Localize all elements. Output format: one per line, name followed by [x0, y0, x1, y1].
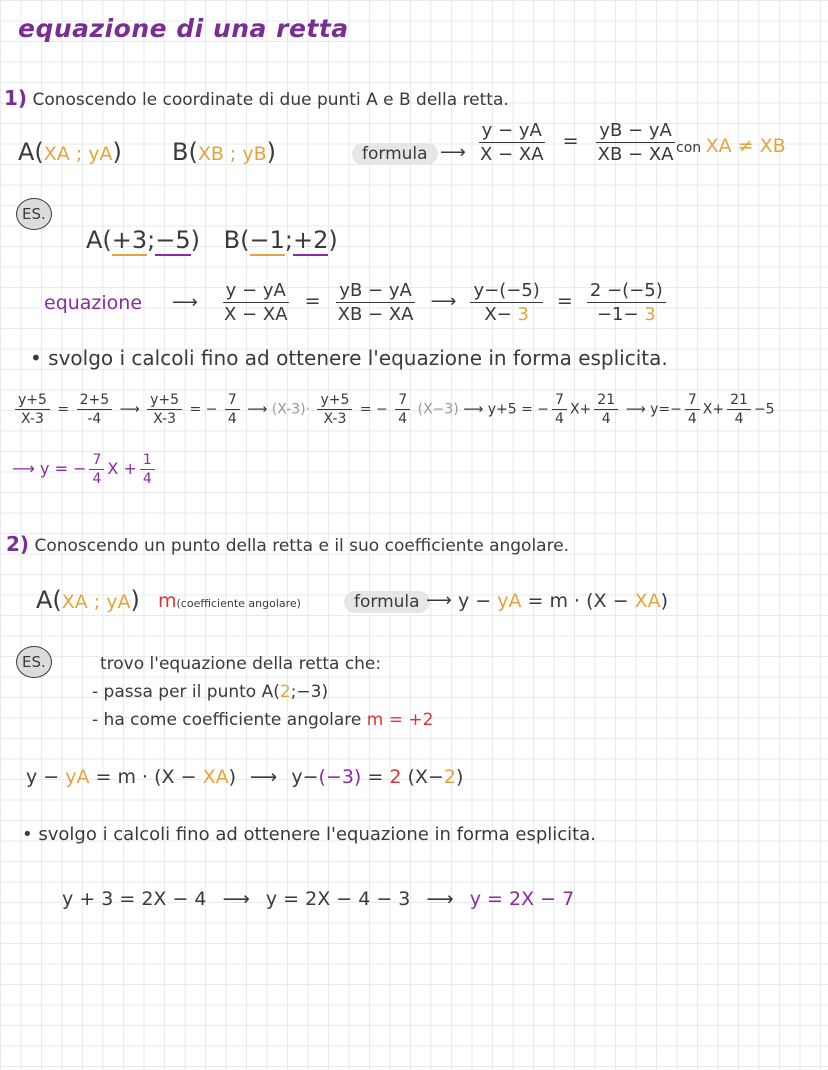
calc-frac-1 — [15, 392, 50, 427]
calc-frac-9-num: 7 — [685, 392, 700, 410]
s2-point-a-label: A( — [36, 586, 62, 614]
sub-r5: (X− — [401, 766, 444, 788]
substitution — [26, 766, 463, 788]
result-1-frac-2-den: 4 — [142, 471, 152, 487]
calc-frac-4-num: 7 — [225, 392, 240, 410]
formula-arrow-2: ⟶ — [426, 590, 452, 611]
calc-frac-5-num: y+5 — [317, 392, 352, 410]
eq-frac-4-den-a: −1− — [596, 304, 645, 325]
ex1-a-label: A( — [86, 226, 112, 254]
eq-frac-3-den-a: X− — [484, 304, 518, 325]
example-1-points — [86, 226, 338, 254]
calc-frac-8-den: 4 — [601, 411, 611, 427]
formula-2-end: ) — [660, 590, 668, 612]
formula-2 — [458, 590, 668, 612]
result-1-arrow: ⟶ — [12, 459, 35, 478]
example-2-badge — [16, 646, 52, 678]
point-b-label: B( — [172, 138, 198, 166]
calc-x-1: X+ — [569, 401, 592, 418]
ex1-b-label: B( — [223, 226, 250, 254]
calc-paren: (X−3) — [417, 401, 459, 418]
calc-frac-7 — [552, 392, 567, 427]
calc-eq-1: = — [57, 401, 70, 418]
section-2-number: 2) — [6, 532, 30, 556]
es-badge-2: ES. — [16, 646, 52, 678]
section-1-heading-text: Conoscendo le coordinate di due punti A e B della retta. — [32, 90, 509, 110]
calc-frac-4-den: 4 — [227, 411, 237, 427]
result-2-arrow-2: ⟶ — [426, 888, 454, 910]
s2-m-note: (coefficiente angolare) — [176, 597, 301, 610]
eq-frac-3-num: y−(−5) — [470, 280, 542, 303]
sub-xa: XA — [202, 766, 229, 788]
calc-frac-7-num: 7 — [552, 392, 567, 410]
calc-y: y=− — [650, 401, 682, 418]
eq-frac-3 — [470, 280, 542, 325]
result-1-frac-2 — [140, 452, 155, 487]
formula-2-mid: = m · (X − — [521, 590, 635, 612]
page-title: equazione di una retta — [18, 14, 349, 43]
point-a-label: A( — [18, 138, 44, 166]
equazione-label: equazione — [44, 292, 143, 314]
ex1-b-x: −1 — [249, 226, 285, 254]
eq-sign-3: = — [556, 290, 573, 312]
result-2-arrow-1: ⟶ — [222, 888, 250, 910]
calc-chain — [12, 392, 775, 427]
calc-frac-8-num: 21 — [594, 392, 618, 410]
calc-arrow-4: ⟶ — [625, 401, 646, 418]
result-2 — [62, 888, 574, 910]
calc-arrow-1: ⟶ — [119, 401, 140, 418]
s2-m: m — [158, 590, 177, 612]
calc-frac-5-den: X-3 — [323, 411, 347, 427]
calc-x-2: X+ — [702, 401, 725, 418]
result-2-final: y = 2X − 7 — [469, 888, 575, 910]
s2-point-a-def — [36, 586, 140, 614]
formula-2-ya: yA — [497, 590, 522, 612]
eq-frac-2 — [335, 280, 417, 325]
section-2-heading-text: Conoscendo un punto della retta e il suo coefficiente angolare. — [34, 536, 570, 556]
sub-r7: ) — [455, 766, 464, 788]
example-1-badge — [16, 198, 52, 230]
condition-expr: XA ≠ XB — [705, 135, 786, 157]
s2-point-a-close: ) — [130, 586, 140, 614]
ex2-line-2-a: - passa per il punto A( — [92, 682, 280, 702]
eq-frac-4-den-b: 3 — [644, 304, 656, 325]
eq-frac-3-den — [481, 303, 532, 325]
eq-frac-1-num: y − yA — [223, 280, 289, 303]
calc-frac-3-den: X-3 — [153, 411, 176, 427]
ex1-sep-a: ; — [147, 226, 156, 254]
formula-2-lhs: y − — [458, 590, 498, 612]
result-1-frac-1-den: 4 — [92, 471, 102, 487]
result-1-frac-1-num: 7 — [89, 452, 104, 470]
calc-frac-2 — [77, 392, 113, 427]
calc-frac-4 — [225, 392, 240, 427]
eq-frac-4-num: 2 −(−5) — [587, 280, 666, 303]
formula-arrow-1: ⟶ — [440, 142, 466, 163]
calc-arrow-2: ⟶ — [247, 401, 268, 418]
sub-r2: (−3) — [318, 766, 362, 788]
calc-instruction-1 — [30, 346, 668, 370]
calc-frac-9-den: 4 — [687, 411, 697, 427]
calc-frac-10-num: 21 — [727, 392, 751, 410]
ex1-a-x: +3 — [111, 226, 148, 254]
formula-1-num-right: yB − yA — [596, 120, 675, 143]
calc-frac-6-num: 7 — [395, 392, 410, 410]
result-2-step-2: y = 2X − 4 − 3 — [265, 888, 411, 910]
calc-mult: (X-3)· — [271, 401, 311, 418]
calc-frac-1-den: X-3 — [21, 411, 44, 427]
equazione-expr — [218, 280, 669, 325]
formula-1-num-left: y − yA — [479, 120, 545, 143]
ex2-line-2-c: ;−3) — [290, 682, 329, 702]
ex2-line-3-a: - ha come coefficiente angolare — [92, 710, 367, 730]
result-1-x: X + — [107, 459, 137, 478]
calc-frac-3-num: y+5 — [147, 392, 182, 410]
bullet-2: • — [22, 824, 33, 845]
condition-con: con — [676, 140, 702, 156]
result-1 — [12, 452, 158, 487]
formula-1-eq: = — [562, 130, 579, 152]
ex1-b-close: ) — [328, 226, 338, 254]
formula-1 — [474, 120, 679, 165]
result-2-step-1: y + 3 = 2X − 4 — [62, 888, 207, 910]
eq-frac-2-num: yB − yA — [336, 280, 415, 303]
calc-eq-minus-1: = − — [189, 401, 218, 418]
sub-r3: = — [361, 766, 390, 788]
formula-label-2: formula — [344, 591, 430, 613]
section-1-number: 1) — [4, 86, 28, 110]
formula-1-den-right: XB − XA — [597, 144, 674, 165]
ex2-line-2-b: 2 — [279, 682, 291, 702]
sub-arrow: ⟶ — [250, 766, 278, 788]
ex2-line-3-b: m = +2 — [366, 710, 434, 730]
s2-point-a-coords: XA ; yA — [61, 591, 131, 613]
calc-arrow-3: ⟶ — [463, 401, 484, 418]
ex2-line-1: trovo l'equazione della retta che: — [100, 654, 382, 674]
calc-eq-minus-2: = − — [359, 401, 388, 418]
formula-1-den-left: X − XA — [480, 144, 544, 165]
calc-minus-5: −5 — [753, 401, 775, 418]
sub-ya: yA — [65, 766, 90, 788]
ex1-a-close: ) — [190, 226, 201, 254]
bullet-1: • — [30, 346, 42, 370]
calc-frac-6 — [395, 392, 410, 427]
eq-frac-2-den: XB − XA — [337, 304, 414, 325]
formula-2-xa: XA — [634, 590, 661, 612]
sub-c: ) — [228, 766, 236, 788]
point-a-coords: XA ; yA — [43, 143, 113, 165]
point-a-close: ) — [112, 138, 122, 166]
formula-label-1: formula — [352, 143, 438, 165]
eq-frac-4-den — [594, 303, 659, 325]
result-1-frac-1 — [89, 452, 104, 487]
calc-instruction-2 — [22, 824, 596, 845]
calc-frac-1-num: y+5 — [15, 392, 50, 410]
eq-arrow-2: ⟶ — [430, 291, 457, 312]
calc-frac-7-den: 4 — [555, 411, 564, 427]
sub-b: = m · (X − — [89, 766, 203, 788]
condition — [676, 135, 786, 157]
ex1-a-y: −5 — [155, 226, 191, 254]
section-2-heading — [6, 532, 569, 556]
calc-frac-6-den: 4 — [398, 411, 408, 427]
equazione-arrow: ⟶ — [172, 292, 198, 313]
point-b-coords: XB ; yB — [197, 143, 267, 165]
point-b-close: ) — [266, 138, 277, 166]
ex1-b-y: +2 — [292, 226, 329, 254]
ex1-sep-b: ; — [284, 226, 293, 254]
eq-sign-1: = — [304, 290, 321, 312]
calc-frac-9 — [685, 392, 700, 427]
calc-frac-10 — [727, 392, 751, 427]
calc-frac-10-den: 4 — [734, 411, 744, 427]
sub-r1: y− — [291, 766, 319, 788]
s2-m-def — [158, 590, 301, 612]
calc-frac-3 — [147, 392, 182, 427]
calc-frac-2-num: 2+5 — [77, 392, 113, 410]
formula-1-frac-right — [595, 120, 677, 165]
result-1-frac-2-num: 1 — [140, 452, 155, 470]
ex2-line-2 — [92, 682, 328, 702]
formula-1-frac-left — [477, 120, 547, 165]
eq-frac-4 — [587, 280, 666, 325]
eq-frac-1-den: X − XA — [224, 304, 288, 325]
sub-r6: 2 — [443, 766, 456, 788]
calc-frac-2-den: -4 — [87, 411, 102, 427]
eq-frac-3-den-b: 3 — [517, 304, 529, 325]
sub-a: y − — [26, 766, 66, 788]
calc-text-2: svolgo i calcoli fino ad ottenere l'equazione in forma esplicita. — [38, 824, 596, 845]
calc-y5: y+5 = − — [487, 401, 550, 418]
eq-frac-1 — [221, 280, 291, 325]
calc-frac-5 — [317, 392, 352, 427]
calc-text-1: svolgo i calcoli fino ad ottenere l'equazione in forma esplicita. — [48, 346, 668, 370]
ex2-line-3 — [92, 710, 433, 730]
calc-frac-8 — [594, 392, 618, 427]
section-1-heading — [4, 86, 509, 110]
point-b-def — [172, 138, 276, 166]
point-a-def — [18, 138, 122, 166]
result-1-pre: y = − — [40, 459, 87, 478]
es-badge-1: ES. — [16, 198, 52, 230]
sub-r4: 2 — [389, 766, 402, 788]
